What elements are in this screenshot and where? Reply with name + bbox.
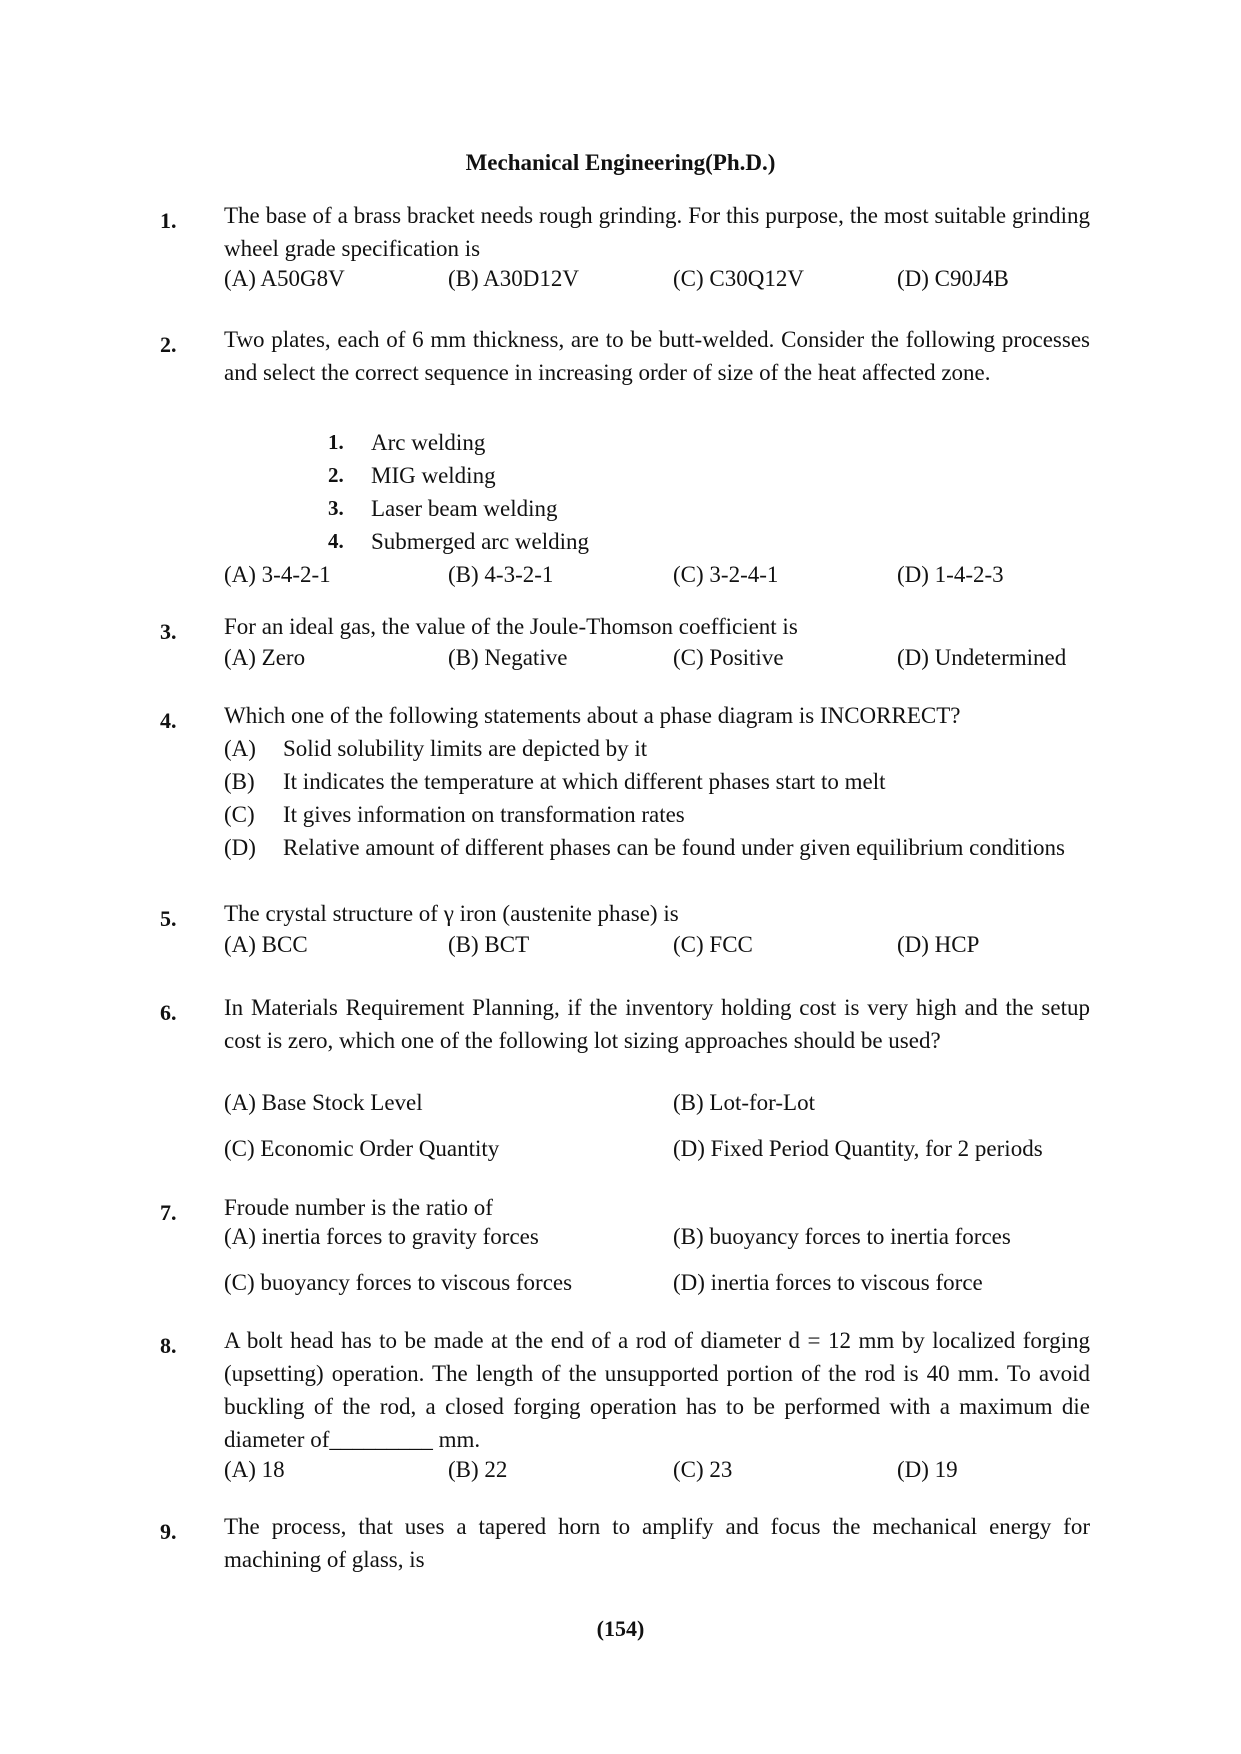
option-b: (B) A30D12V xyxy=(448,266,579,291)
process-number: 3. xyxy=(328,496,344,520)
question-number: 1. xyxy=(160,208,177,233)
options-row xyxy=(224,932,1124,965)
option-a: (A) A50G8V xyxy=(224,266,345,291)
process-text: Submerged arc welding xyxy=(371,529,590,554)
question-number: 8. xyxy=(160,1333,177,1358)
question-number: 9. xyxy=(160,1519,177,1544)
option-c: (C) C30Q12V xyxy=(673,266,804,291)
page-number: (154) xyxy=(596,1616,645,1641)
option-b: (B) Lot-for-Lot xyxy=(673,1090,815,1115)
option-d: (D) Undetermined xyxy=(897,645,1067,670)
options-row xyxy=(224,1224,1124,1257)
option-c: (C) Positive xyxy=(673,645,784,670)
question-stem: For an ideal gas, the value of the Joule-Thomson coefficient is xyxy=(224,614,798,639)
page-title: Mechanical Engineering(Ph.D.) xyxy=(465,150,776,175)
option-a: (A) BCC xyxy=(224,932,308,957)
options-row xyxy=(224,645,1124,678)
process-number: 2. xyxy=(328,463,344,487)
options-row xyxy=(224,1136,1124,1169)
option-d: (D) Fixed Period Quantity, for 2 periods xyxy=(673,1136,1043,1161)
option-b: (B) 4-3-2-1 xyxy=(448,562,554,587)
process-text: Laser beam welding xyxy=(371,496,558,521)
options-row xyxy=(224,1457,1124,1490)
option-c: (C) 3-2-4-1 xyxy=(673,562,779,587)
option-b: (B) BCT xyxy=(448,932,530,957)
option-b: (B) buoyancy forces to inertia forces xyxy=(673,1224,1011,1249)
question-stem: A bolt head has to be made at the end of a rod of diameter d = 12 mm by localized forging (upsetting) operation. The length of the unsupported portion of the rod is 40 mm. To avoid buckling of the rod, a closed forging operation has to be performed with a maximum die diameter of_________ mm. xyxy=(224,1328,1090,1452)
process-number: 1. xyxy=(328,430,344,454)
option-text: It indicates the temperature at which different phases start to melt xyxy=(283,769,886,794)
options-row xyxy=(224,1090,1124,1123)
option-c: (C) Economic Order Quantity xyxy=(224,1136,500,1161)
question-number: 4. xyxy=(160,708,177,733)
option-a: (A) 18 xyxy=(224,1457,285,1482)
question-number: 7. xyxy=(160,1200,177,1225)
option-label: (C) xyxy=(224,802,255,827)
option-c: (C) FCC xyxy=(673,932,753,957)
question-stem: In Materials Requirement Planning, if the inventory holding cost is very high and the setup cost is zero, which one of the following lot sizing approaches should be used? xyxy=(224,995,1090,1053)
option-d: (D) C90J4B xyxy=(897,266,1009,291)
question-stem: The base of a brass bracket needs rough grinding. For this purpose, the most suitable grinding wheel grade specification is xyxy=(224,203,1090,261)
option-a: (A) inertia forces to gravity forces xyxy=(224,1224,539,1249)
option-text: Solid solubility limits are depicted by it xyxy=(283,736,648,761)
option-a: (A) 3-4-2-1 xyxy=(224,562,331,587)
option-a: (A) Base Stock Level xyxy=(224,1090,423,1115)
question-number: 6. xyxy=(160,1000,177,1025)
question-stem: Froude number is the ratio of xyxy=(224,1195,493,1220)
question-stem: The crystal structure of γ iron (austenite phase) is xyxy=(224,901,679,926)
option-label: (B) xyxy=(224,769,255,794)
option-d: (D) 1-4-2-3 xyxy=(897,562,1004,587)
option-a: (A) Zero xyxy=(224,645,306,670)
option-text: It gives information on transformation rates xyxy=(283,802,685,827)
option-b: (B) Negative xyxy=(448,645,568,670)
process-text: Arc welding xyxy=(371,430,486,455)
question-number: 2. xyxy=(160,332,177,357)
option-label: (D) xyxy=(224,835,256,860)
option-c: (C) 23 xyxy=(673,1457,733,1482)
option-d: (D) HCP xyxy=(897,932,980,957)
question-stem: The process, that uses a tapered horn to amplify and focus the mechanical energy for machining of glass, is xyxy=(224,1514,1090,1572)
options-row xyxy=(224,266,1124,299)
option-b: (B) 22 xyxy=(448,1457,508,1482)
question-number: 5. xyxy=(160,906,177,931)
options-row xyxy=(224,1270,1124,1303)
question-number: 3. xyxy=(160,619,177,644)
option-text: Relative amount of different phases can be found under given equilibrium conditions xyxy=(283,835,1066,860)
option-d: (D) inertia forces to viscous force xyxy=(673,1270,983,1295)
process-text: MIG welding xyxy=(371,463,496,488)
question-stem: Which one of the following statements about a phase diagram is INCORRECT? xyxy=(224,703,961,728)
option-c: (C) buoyancy forces to viscous forces xyxy=(224,1270,573,1295)
option-d: (D) 19 xyxy=(897,1457,958,1482)
option-label: (A) xyxy=(224,736,256,761)
process-number: 4. xyxy=(328,529,344,553)
question-stem: Two plates, each of 6 mm thickness, are to be butt-welded. Consider the following processes and select the correct sequence in increasing order of size of the heat affected zone. xyxy=(224,327,1090,385)
options-row xyxy=(224,562,1124,595)
